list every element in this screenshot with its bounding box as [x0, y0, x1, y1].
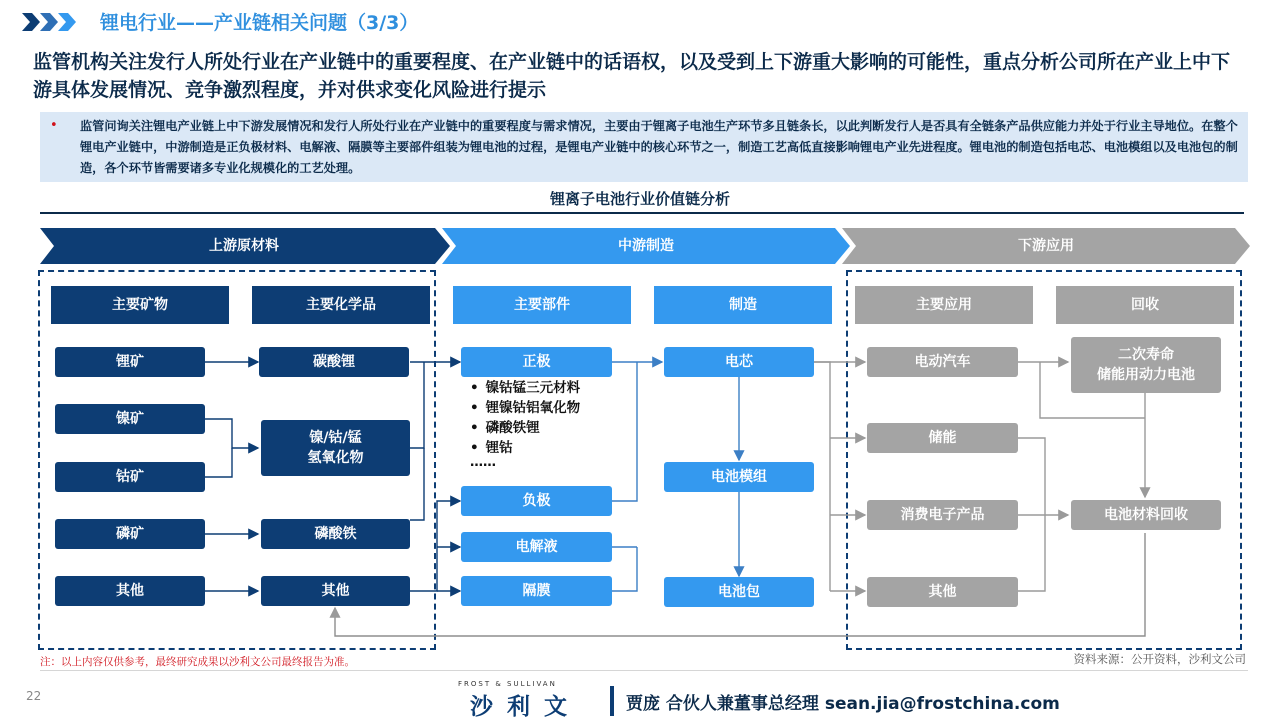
header-minerals: 主要矿物 [51, 286, 229, 324]
mineral-box: 锂矿 [55, 347, 205, 377]
mineral-box: 钴矿 [55, 462, 205, 492]
component-box: 正极 [461, 347, 612, 377]
source-note: 资料来源：公开资料，沙利文公司 [1073, 652, 1246, 666]
component-box: 电解液 [461, 532, 612, 562]
manufacturing-box: 电芯 [664, 347, 814, 377]
header-applications: 主要应用 [855, 286, 1033, 324]
mineral-box: 其他 [55, 576, 205, 606]
application-box: 其他 [867, 577, 1018, 607]
header-chemicals: 主要化学品 [252, 286, 430, 324]
disclaimer-note: 注：以上内容仅供参考，最终研究成果以沙利文公司最终报告为准。 [40, 656, 355, 668]
header-manufacturing: 制造 [654, 286, 832, 324]
list-item: • 镍钴锰三元材料 [470, 378, 580, 398]
logo-subtitle: FROST & SULLIVAN [458, 680, 557, 688]
stage-upstream-label: 上游原材料 [209, 238, 279, 254]
component-box: 隔膜 [461, 576, 612, 606]
stage-downstream-label: 下游应用 [1018, 238, 1074, 254]
application-box: 电动汽车 [867, 347, 1018, 377]
footer-divider [610, 686, 614, 716]
page-title: 锂电行业——产业链相关问题（3/3） [100, 12, 419, 34]
list-item: • 锂镍钴铝氧化物 [470, 398, 580, 418]
headline: 监管机构关注发行人所处行业在产业链中的重要程度、在产业链中的话语权，以及受到上下游重大影响的可能性，重点分析公司所在产业上中下游具体发展情况、竞争激烈程度，并对供求变化风险进行提示 [33, 51, 1231, 101]
contact-info: 贾庞 合伙人兼董事总经理 sean.jia@frostchina.com [626, 694, 1060, 714]
component-box: 负极 [461, 486, 612, 516]
logo: 沙利文 [470, 694, 581, 720]
list-item: • 锂钴 [470, 438, 580, 458]
header-components: 主要部件 [453, 286, 631, 324]
stage-midstream-label: 中游制造 [618, 238, 674, 254]
mineral-box: 磷矿 [55, 519, 205, 549]
header-recycling: 回收 [1056, 286, 1234, 324]
recycling-box: 电池材料回收 [1071, 500, 1221, 530]
chemical-box: 镍/钴/锰 氢氧化物 [261, 420, 410, 476]
bullet-marker: • [50, 118, 58, 133]
chemical-box: 其他 [261, 576, 410, 606]
chemical-box: 碳酸锂 [259, 347, 409, 377]
application-box: 消费电子产品 [867, 500, 1018, 530]
chemical-box: 磷酸铁 [261, 519, 410, 549]
manufacturing-box: 电池模组 [664, 462, 814, 492]
recycling-box: 二次寿命 储能用动力电池 [1071, 337, 1221, 393]
cathode-material-list [470, 378, 580, 458]
mineral-box: 镍矿 [55, 404, 205, 434]
list-ellipsis: …… [470, 455, 496, 470]
page-number: 22 [26, 689, 42, 703]
application-box: 储能 [867, 423, 1018, 453]
list-item: • 磷酸铁锂 [470, 418, 580, 438]
bullet-text: 监管问询关注锂电产业链上中下游发展情况和发行人所处行业在产业链中的重要程度与需求情况，主要由于锂离子电池生产环节多且链条长，以此判断发行人是否具有全链条产品供应能力并处于行业主导地位。在整个锂电产业链中，中游制造是正负极材料、电解液、隔膜等主要部件组装为锂电池的过程，是锂电产业链中的核心环节之一，制造工艺高低直接影响锂电产业先进程度。锂电池的制造包括电芯、电池模组以及电池包的制造，各个环节皆需要诸多专业化规模化的工艺处理。 [80, 119, 1238, 175]
diagram-title: 锂离子电池行业价值链分析 [549, 190, 730, 208]
footer-rule [40, 670, 1248, 671]
manufacturing-box: 电池包 [664, 577, 814, 607]
